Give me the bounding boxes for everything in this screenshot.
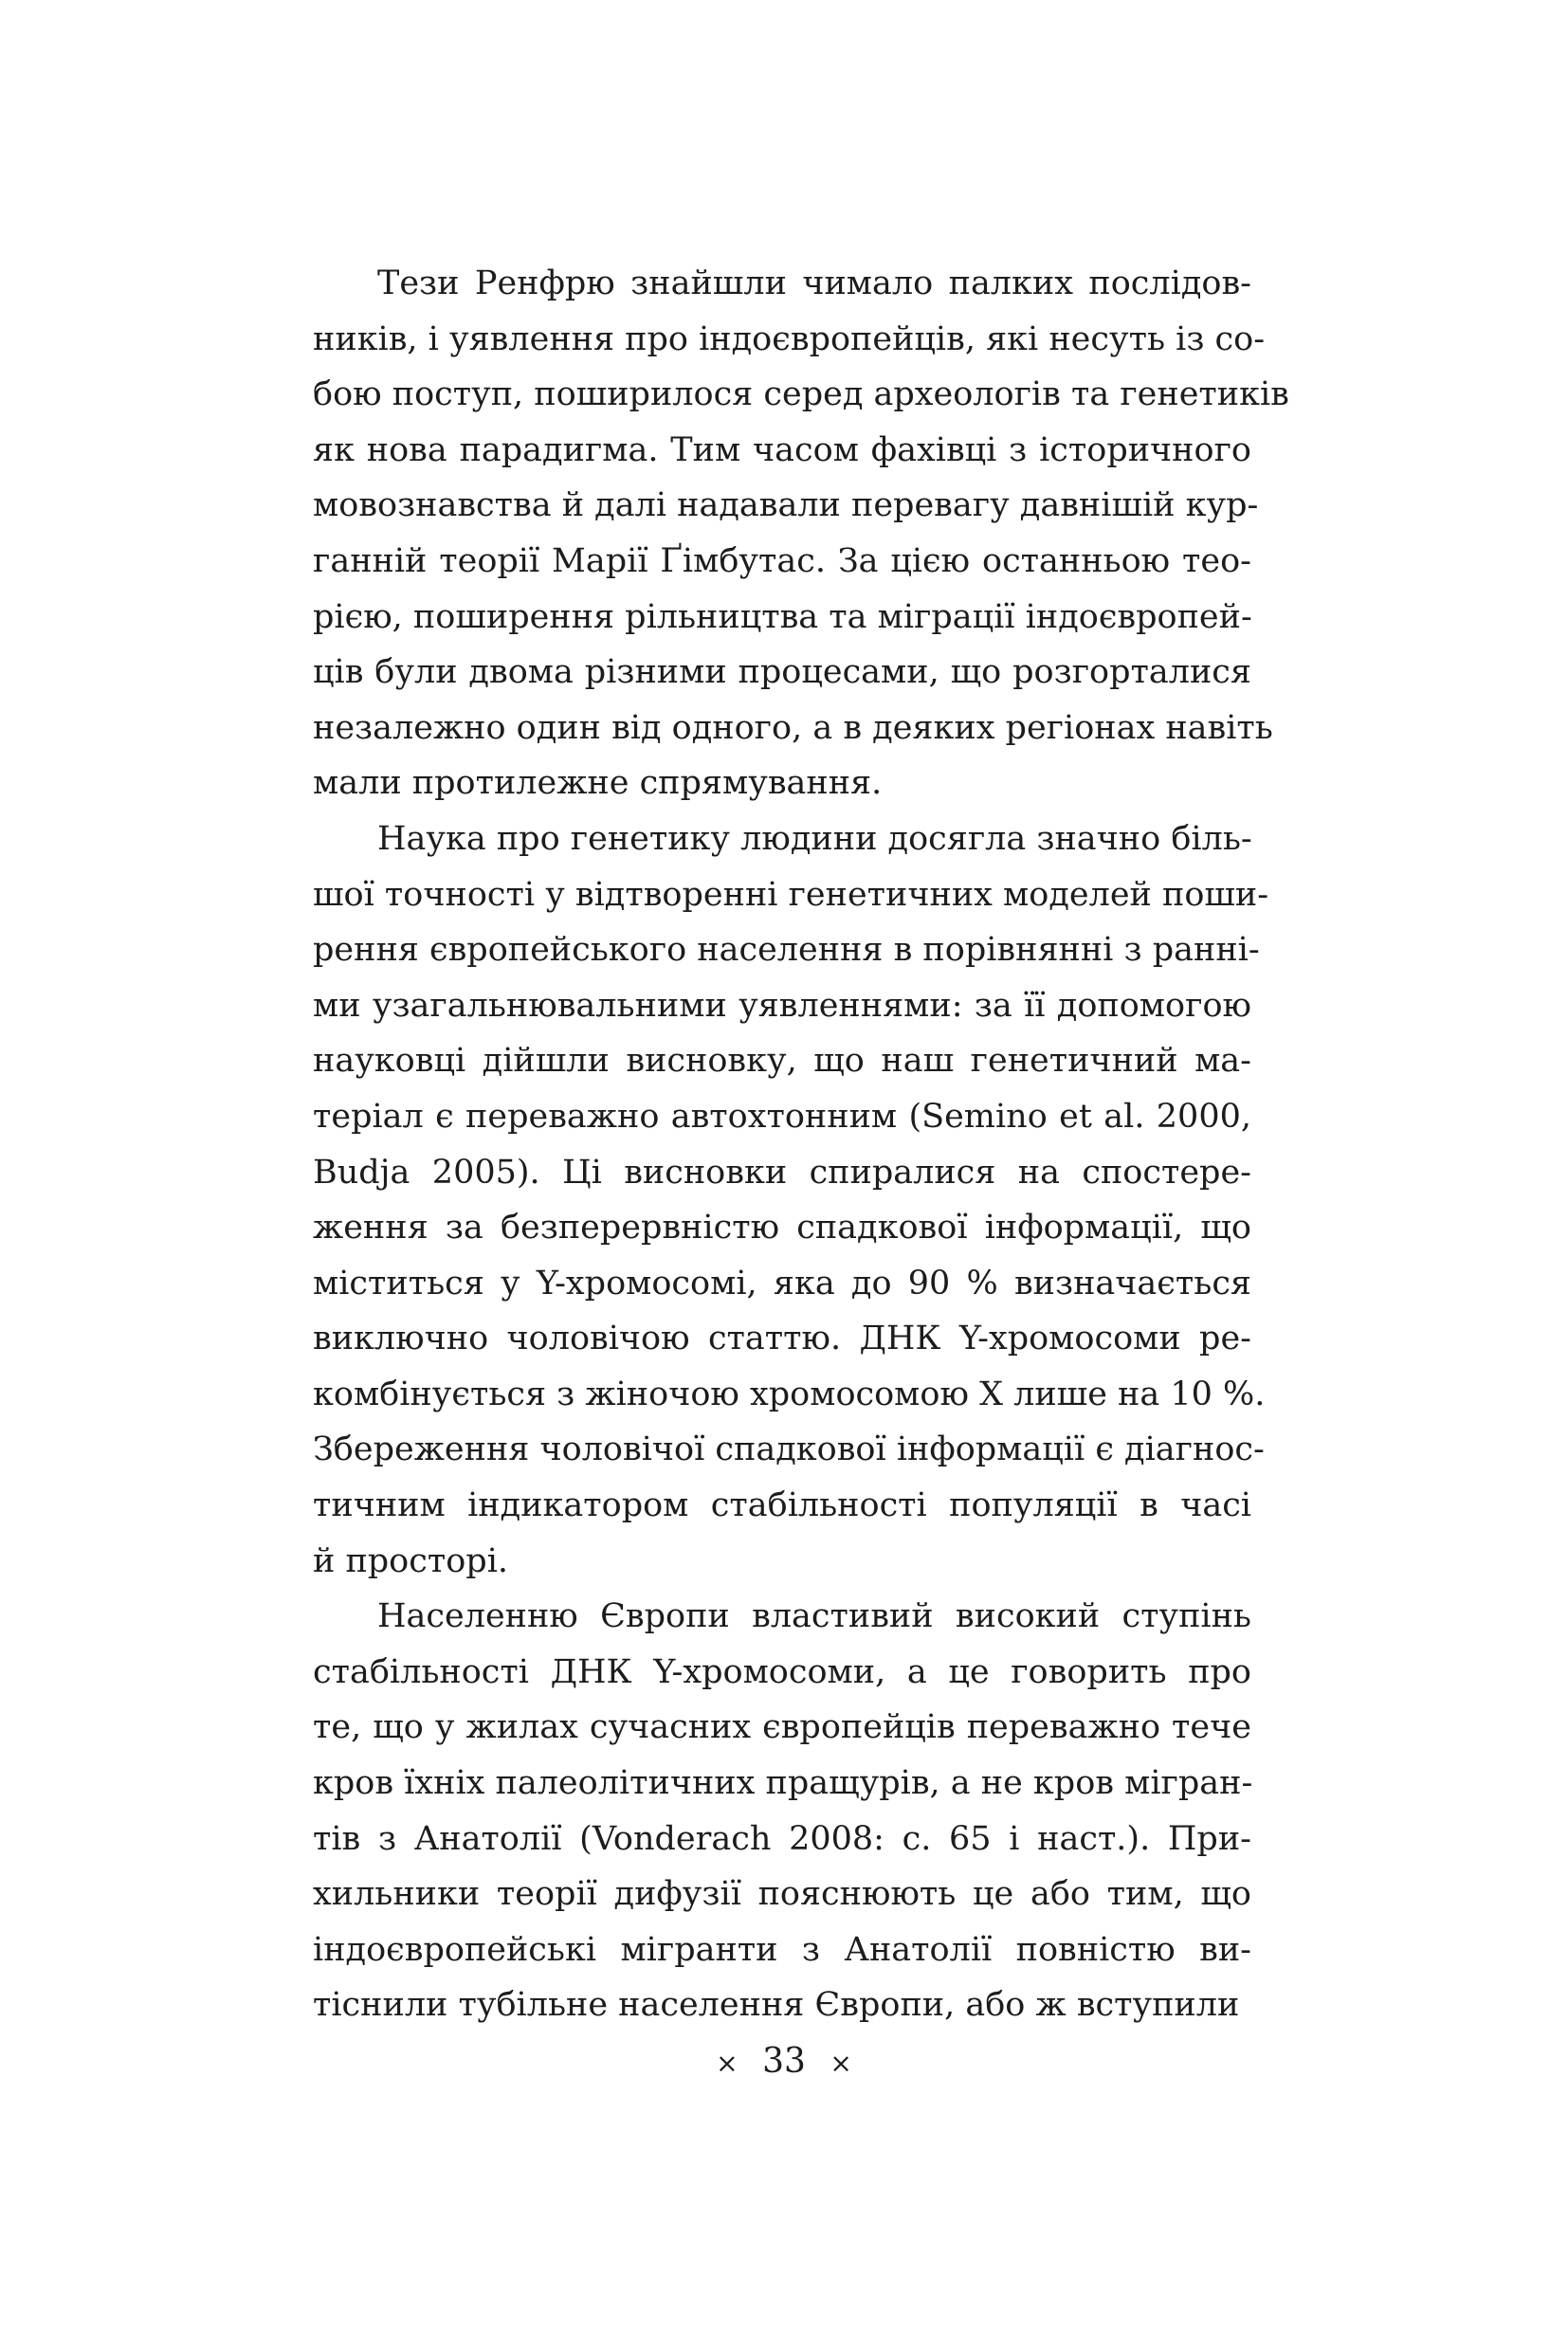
folio-ornament-right: × <box>830 2048 852 2079</box>
text-line: ників, і уявлення про індоєвропейців, які несуть із со- <box>313 319 1266 358</box>
text-line: теріал є переважно автохтонним (Semino et al. 2000, <box>313 1097 1251 1136</box>
text-line: кров їхніх палеолітичних пращурів, а не кров мігран- <box>313 1764 1253 1803</box>
text-line: Населенню Європи властивий високий ступінь <box>377 1597 1251 1636</box>
text-line: рення європейського населення в порівнянні з ранні- <box>313 931 1260 970</box>
text-line: Наука про генетику людини досягла значно біль- <box>377 819 1252 858</box>
text-line: тів з Анатолії (Vonderach 2008: с. 65 і наст.). При- <box>313 1819 1251 1858</box>
body-text <box>313 256 1289 2033</box>
paragraph <box>313 256 1289 811</box>
text-line: як нова парадигма. Тим часом фахівці з історичного <box>313 430 1251 469</box>
text-line: мовознавства й далі надавали перевагу давнішій кур- <box>313 486 1259 525</box>
page-number-footer <box>0 2038 1568 2087</box>
text-line: незалежно один від одного, а в деяких регіонах навіть <box>313 708 1273 747</box>
text-line: тіснили тубільне населення Європи, або ж вступили <box>313 1986 1240 2025</box>
text-line: бою поступ, поширилося серед археологів та генетиків <box>313 375 1289 414</box>
paragraph <box>313 1589 1251 2033</box>
folio-ornament-left: × <box>716 2048 738 2079</box>
text-line: мали протилежне спрямування. <box>313 764 883 803</box>
text-line: виключно чоловічою статтю. ДНК Y-хромосоми ре- <box>313 1320 1251 1358</box>
text-line: комбінується з жіночою хромосомою X лише на 10 %. <box>313 1375 1266 1413</box>
text-line: Тези Ренфрю знайшли чимало палких послідов- <box>377 264 1251 302</box>
text-line: й просторі. <box>313 1541 509 1580</box>
text-line: міститься у Y-хромосомі, яка до 90 % визначається <box>313 1264 1251 1303</box>
text-line: ми узагальнювальними уявленнями: за її допомогою <box>313 986 1251 1025</box>
page-number: 33 <box>762 2042 806 2081</box>
text-line: науковці дійшли висновку, що наш генетичний ма- <box>313 1042 1251 1081</box>
text-line: рією, поширення рільництва та міграції індоєвропей- <box>313 597 1252 636</box>
text-line: Збереження чоловічої спадкової інформації є діагнос- <box>313 1430 1265 1469</box>
text-line: хильники теорії дифузії пояснюють це або тим, що <box>313 1875 1251 1914</box>
text-line: те, що у жилах сучасних європейців переважно тече <box>313 1708 1251 1747</box>
text-line: ців були двома різними процесами, що розгорталися <box>313 653 1251 692</box>
text-line: тичним індикатором стабільності популяції в часі <box>313 1486 1251 1525</box>
text-line: ганній теорії Марії Ґімбутас. За цією останньою тео- <box>313 541 1251 580</box>
text-line: Budja 2005). Ці висновки спиралися на спостере- <box>313 1153 1251 1192</box>
text-line: стабільності ДНК Y-хромосоми, а це говорить про <box>313 1652 1251 1691</box>
text-line: індоєвропейські мігранти з Анатолії повністю ви- <box>313 1930 1251 1969</box>
text-line: шої точності у відтворенні генетичних моделей поши- <box>313 875 1269 914</box>
paragraph <box>313 811 1269 1589</box>
text-line: ження за безперервністю спадкової інформації, що <box>313 1209 1251 1248</box>
